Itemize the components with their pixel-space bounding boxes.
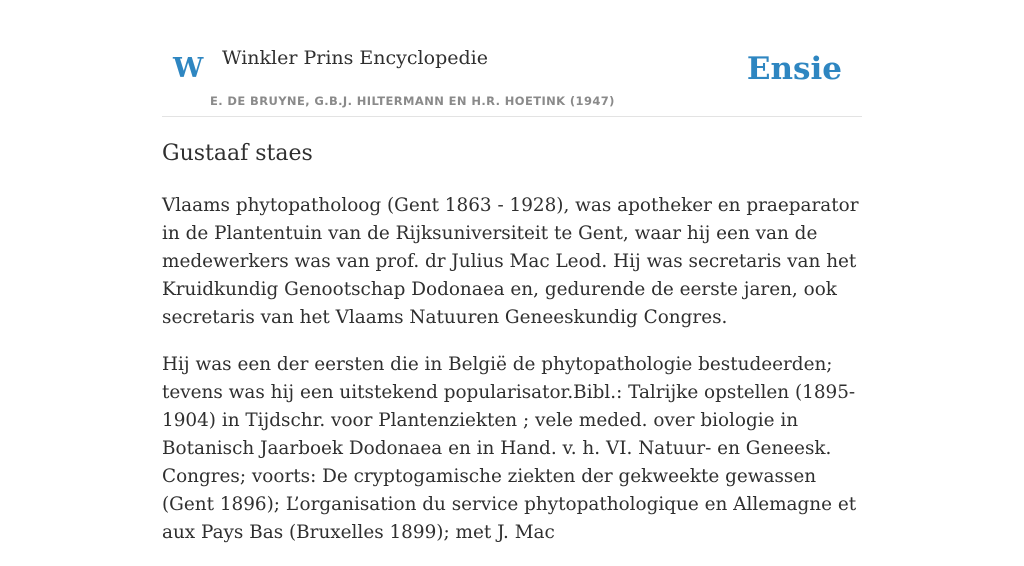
article-body <box>162 192 862 566</box>
source-authors: E. DE BRUYNE, G.B.J. HILTERMANN EN H.R. HOETINK (1947) <box>210 94 615 108</box>
source-header <box>162 0 862 117</box>
article-paragraph: Vlaams phytopatholoog (Gent 1863 - 1928), was apotheker en praeparator in de Plantentuin van de Rijksuniversiteit te Gent, waar hij een van de medewerkers was van prof. dr Julius Mac Leod. Hij was secretaris van het Kruidkundig Genootschap Dodonaea en, gedurende de eerste jaren, ook secretaris van het Vlaams Natuuren Geneeskundig Congres. <box>162 195 859 328</box>
source-title[interactable]: Winkler Prins Encyclopedie <box>222 47 488 69</box>
page <box>162 0 862 543</box>
source-logo[interactable]: W <box>173 53 204 84</box>
ensie-logo-link[interactable]: Ensie <box>746 51 842 87</box>
article-title: Gustaaf staes <box>162 141 313 166</box>
article-paragraph: Hij was een der eersten die in België de phytopathologie bestudeerden; tevens was hij een uitstekend popularisator.Bibl.: Talrijke opstellen (1895-1904) in Tijdschr. voor Plantenziekten ; vele meded. over biologie in Botanisch Jaarboek Dodonaea en in Hand. v. h. VI. Natuur- en Geneesk. Congres; voorts: De cryptogamische ziekten der gekweekte gewassen (Gent 1896); L’organisation du service phytopathologique en Allemagne et aux Pays Bas (Bruxelles 1899); met J. Mac <box>162 354 857 543</box>
